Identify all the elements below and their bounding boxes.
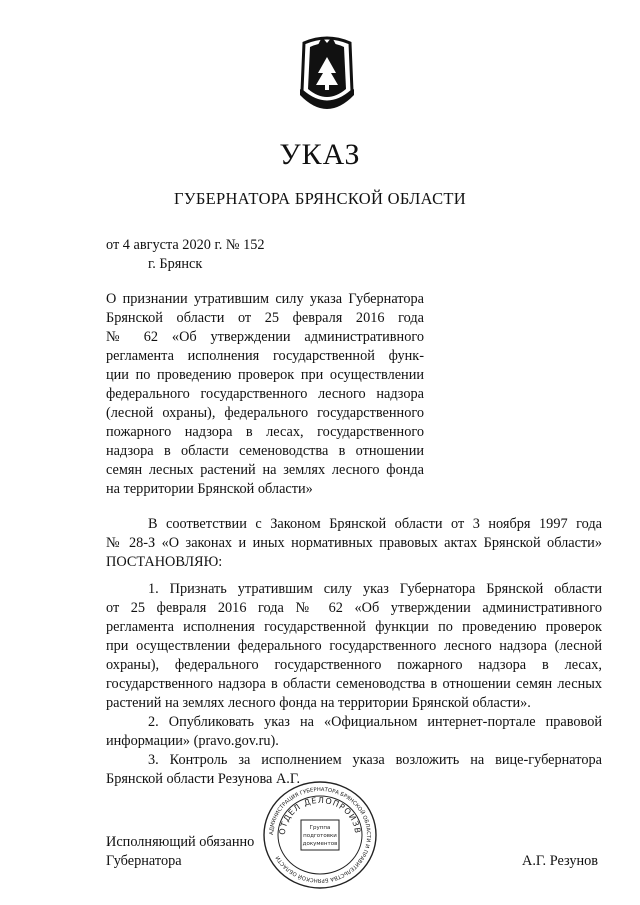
item-line: при осуществлении федерального государственного лесного надзора (лесной <box>106 638 602 654</box>
decree-item-1 <box>106 580 602 713</box>
document-topic <box>106 290 424 499</box>
preamble-line: № 28-З «О законах и иных нормативных правовых актах Брянской области» <box>106 535 602 551</box>
item-line: государственного надзора в области семеноводства в отношении семян лесных <box>106 676 602 692</box>
item-line: 1. Признать утратившим силу указ Губернатора Брянской области <box>148 581 602 597</box>
item-line: от 25 февраля 2016 года № 62 «Об утверждении административного <box>106 600 602 616</box>
stamp-center-line: подготовки <box>303 833 337 839</box>
document-title: УКАЗ <box>279 138 361 171</box>
item-line: охраны), федерального государственного пожарного надзора в лесах, <box>106 657 602 673</box>
signatory-position: Исполняющий обязанно <box>106 834 255 850</box>
signatory-position-2: Губернатора <box>106 853 182 869</box>
bryansk-coat-of-arms-icon <box>296 33 358 115</box>
topic-line: регламента исполнения государственной функ- <box>106 348 424 364</box>
stamp-middle-text: ОТДЕЛ ДЕЛОПРОИЗВ <box>277 795 363 836</box>
item-line: 2. Опубликовать указ на «Официальном интернет-портале правовой <box>148 714 602 730</box>
topic-line: О признании утратившим силу указа Губернатора <box>106 291 424 307</box>
topic-line: на территории Брянской области» <box>106 481 313 497</box>
item-line: регламента исполнения государственной функции по проведению проверок <box>106 619 602 635</box>
stamp-center-line: документов <box>302 841 338 847</box>
decree-item-2 <box>106 713 602 751</box>
coat-of-arms-emblem <box>296 33 358 115</box>
stamp-outer-text: АДМИНИСТРАЦИЯ ГУБЕРНАТОРА БРЯНСКОЙ ОБЛАСТИ И ПРАВИТЕЛЬСТВА БРЯНСКОЙ ОБЛАСТИ <box>268 786 372 884</box>
topic-line: федерального государственного лесного надзора <box>106 386 424 402</box>
preamble <box>106 515 602 572</box>
office-stamp <box>260 779 380 891</box>
decree-word: ПОСТАНОВЛЯЮ: <box>106 554 223 570</box>
item-line: Брянской области Резунова А.Г. <box>106 771 301 787</box>
topic-line: надзора в области семеноводства в отношении <box>106 443 424 459</box>
topic-line: семян лесных растений на землях лесного фонда <box>106 462 424 478</box>
item-line: 3. Контроль за исполнением указа возложить на вице-губернатора <box>148 752 602 768</box>
item-line: растений на землях лесного фонда на территории Брянской области». <box>106 695 531 711</box>
signatory-name: А.Г. Резунов <box>522 853 599 869</box>
stamp-center-line: Группа <box>309 825 331 831</box>
topic-line: Брянской области от 25 февраля 2016 года <box>106 310 424 326</box>
document-date-number: от 4 августа 2020 г. № 152 <box>106 237 265 253</box>
document-subtitle: ГУБЕРНАТОРА БРЯНСКОЙ ОБЛАСТИ <box>174 189 466 208</box>
preamble-line: В соответствии с Законом Брянской области от 3 ноября 1997 года <box>148 516 602 532</box>
topic-line: (лесной охраны), федерального государственного <box>106 405 424 421</box>
item-line: информации» (pravo.gov.ru). <box>106 733 279 749</box>
document-city: г. Брянск <box>148 256 203 272</box>
topic-line: № 62 «Об утверждении административного <box>106 329 424 345</box>
topic-line: пожарного надзора в лесах, государственного <box>106 424 424 440</box>
topic-line: ции по проведению проверок при осуществлении <box>106 367 424 383</box>
